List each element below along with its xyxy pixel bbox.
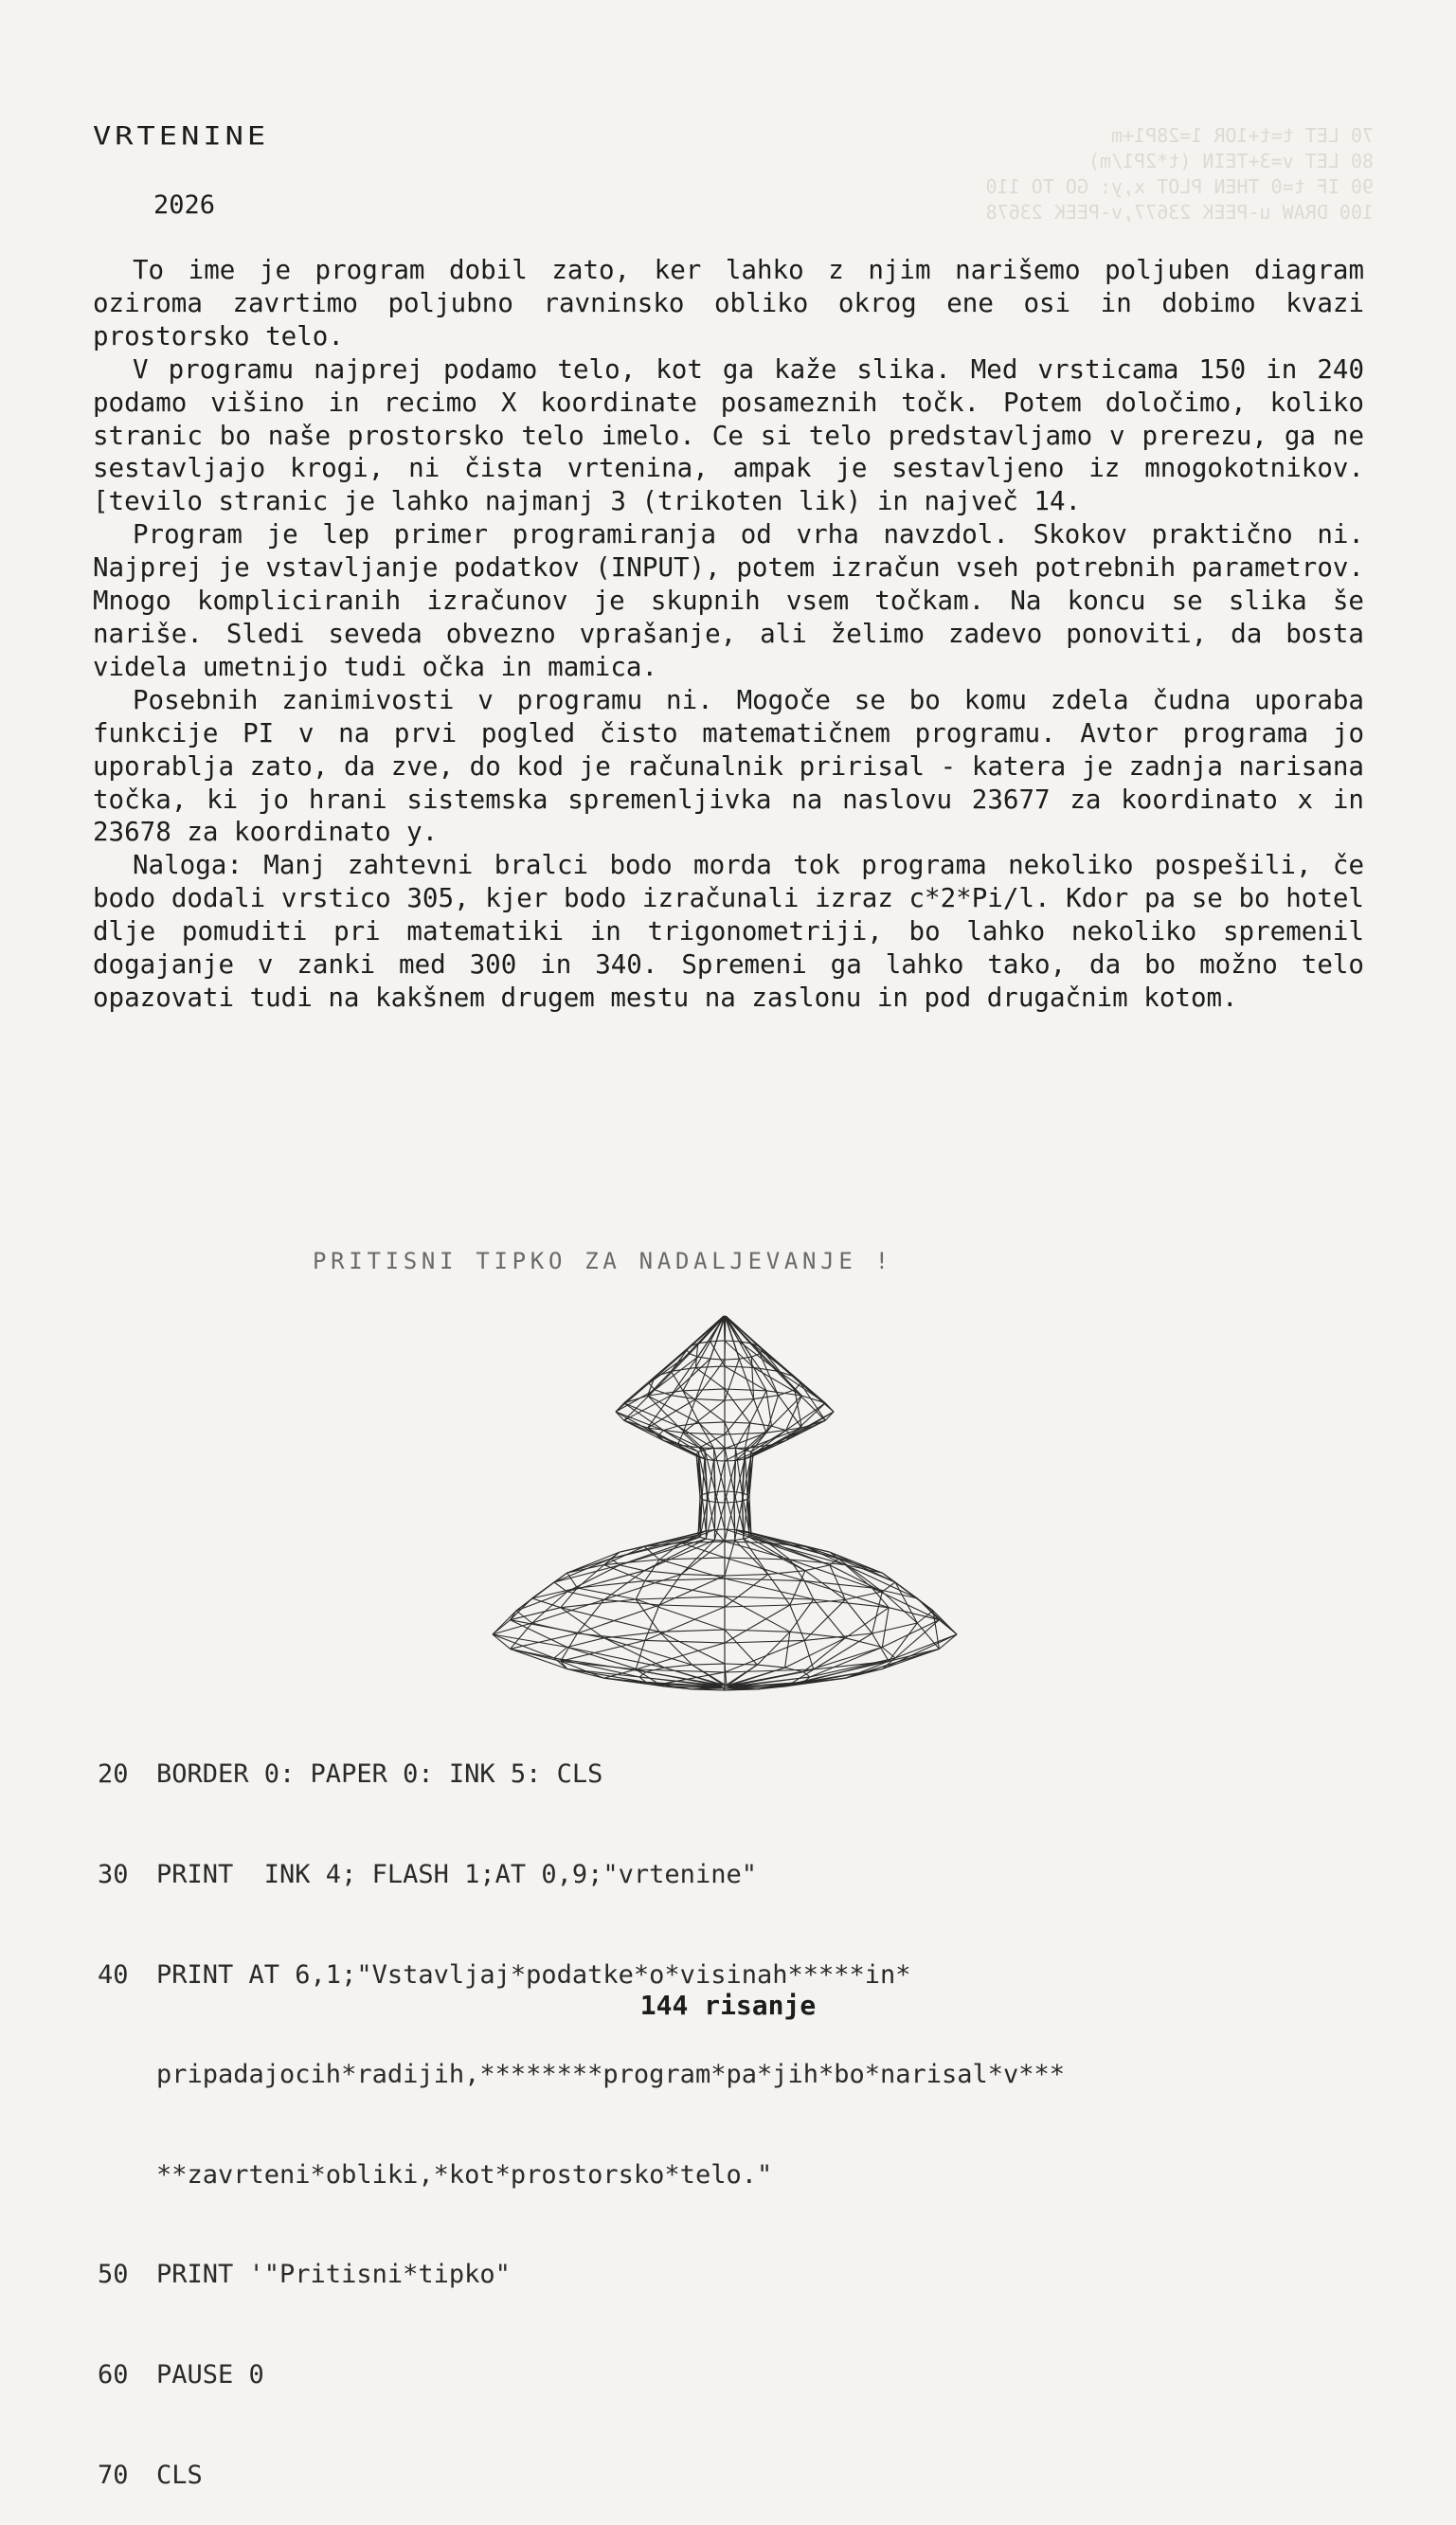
wireframe-edge bbox=[620, 1565, 644, 1571]
paragraph-2: V programu najprej podamo telo, kot ga kaže slika. Med vrsticama 150 in 240 podamo višino in recimo X koordinate posameznih točk. Potem določimo, koliko stranic bo naše prostorsko telo imelo. Ce si telo predstavljamo v prerezu, ga ne sestavljajo krogi, ni čista vrtenina, ampak je sestavljeno iz mnogokotnikov. [tevilo stranic je lahko najmanj 3 (trikoten lik) in največ 14. bbox=[93, 353, 1364, 519]
page-title: VRTENINE bbox=[93, 121, 269, 151]
wireframe-edge bbox=[785, 1638, 846, 1668]
paragraph-4: Posebnih zanimivosti v programu ni. Mogoče se bo komu zdela čudna uporaba funkcije PI v na prvi pogled čisto matematičnem programu. Avtor programa jo uporablja zato, da zve, do kod je računalnik pririsal - katera je zadnja narisana točka, ki jo hrani sistemska spremenljivka na naslovu 23677 za koordinato x in 23678 za koordinato y. bbox=[93, 684, 1364, 850]
wireframe-edge bbox=[882, 1634, 957, 1669]
wireframe-edge bbox=[715, 1491, 725, 1492]
code-text: CLS bbox=[156, 2459, 1367, 2492]
wireframe-edge bbox=[725, 1630, 757, 1665]
wireframe-edge bbox=[671, 1357, 697, 1396]
wireframe-edge bbox=[725, 1389, 766, 1391]
wireframe-edge bbox=[604, 1565, 645, 1581]
wireframe-edge bbox=[725, 1605, 790, 1607]
line-number: 30 bbox=[98, 1858, 156, 1891]
wireframe-edge bbox=[739, 1357, 751, 1359]
code-text: pripadajocih*radijih,********program*pa*jih*bo*narisal*v*** bbox=[156, 2058, 1367, 2091]
wireframe-edge bbox=[604, 1560, 659, 1565]
wireframe-edge bbox=[725, 1491, 734, 1492]
wireframe-edge bbox=[810, 1648, 882, 1678]
wireframe-edge bbox=[725, 1541, 735, 1542]
line-number: 40 bbox=[98, 1958, 156, 1992]
wireframe-edge bbox=[751, 1344, 778, 1371]
wireframe-edge bbox=[714, 1529, 725, 1530]
wireframe-edge bbox=[567, 1552, 620, 1573]
wireframe-edge bbox=[725, 1389, 750, 1423]
wireframe-edge bbox=[725, 1399, 754, 1400]
wireframe-edge bbox=[636, 1581, 645, 1599]
paragraph-1: To ime je program dobil zato, ker lahko z njim narišemo poljuben diagram oziroma zavrtimo poljubno ravninsko obliko okrog ene osi in dobimo kvazi prostorsko telo. bbox=[93, 254, 1364, 353]
wireframe-edge bbox=[604, 1632, 659, 1638]
wireframe-edge bbox=[604, 1638, 665, 1668]
wireframe-edge bbox=[698, 1357, 710, 1359]
line-number bbox=[98, 2058, 156, 2091]
wireframe-edge bbox=[655, 1357, 698, 1390]
wireframe-edge bbox=[725, 1596, 814, 1599]
wireframe-edge bbox=[895, 1582, 917, 1623]
wireframe-edge bbox=[554, 1658, 646, 1672]
wireframe-edge bbox=[648, 1396, 672, 1428]
line-number: 50 bbox=[98, 2258, 156, 2291]
wireframe-edge bbox=[772, 1426, 786, 1431]
wireframe-edge bbox=[725, 1366, 754, 1367]
code-text: **zavrteni*obliki,*kot*prostorsko*telo." bbox=[156, 2158, 1367, 2191]
wireframe-edge bbox=[757, 1665, 784, 1668]
wireframe-edge bbox=[895, 1634, 957, 1658]
wireframe-edge bbox=[725, 1640, 804, 1672]
wireframe-edge bbox=[725, 1422, 736, 1449]
bleed-through-text: 70 LET t=t+1OR 1=28P1+m 80 LET v=3+TEIN (t*2P1/m) 90 IF t=0 THEN PLOT x,y: GO TO 110 100 DRAW u-PEEK 23677,v-PEEK 23678 bbox=[805, 123, 1374, 225]
wireframe-edge bbox=[803, 1658, 895, 1682]
wireframe-edge bbox=[725, 1575, 768, 1576]
wireframe-edge bbox=[734, 1501, 743, 1502]
wireframe-edge bbox=[577, 1581, 644, 1588]
line-number: 20 bbox=[98, 1758, 156, 1791]
wireframe-edge bbox=[725, 1422, 750, 1423]
wireframe-edge bbox=[710, 1359, 725, 1360]
wireframe-edge bbox=[725, 1491, 735, 1530]
wireframe-edge bbox=[706, 1493, 707, 1531]
wireframe-edge bbox=[695, 1359, 710, 1398]
program-number: 2026 bbox=[153, 190, 215, 220]
wireframe-edge bbox=[567, 1669, 639, 1678]
wireframe-edge bbox=[790, 1605, 804, 1640]
wireframe-edge bbox=[695, 1366, 725, 1367]
wireframe-edge bbox=[786, 1431, 791, 1435]
wireframe-edge bbox=[725, 1688, 757, 1689]
wireframe-edge bbox=[567, 1638, 604, 1648]
wireframe-edge bbox=[695, 1399, 725, 1400]
wireframe-edge bbox=[725, 1503, 734, 1504]
wireframe-edge bbox=[882, 1620, 939, 1648]
wireframe-edge bbox=[659, 1560, 725, 1578]
code-line-50 bbox=[98, 2258, 1367, 2291]
wireframe-edge bbox=[845, 1638, 882, 1648]
code-line-40-cont-2 bbox=[98, 2158, 1367, 2191]
wireframe-edge bbox=[939, 1620, 957, 1634]
wireframe-edge bbox=[663, 1426, 677, 1431]
program-listing bbox=[98, 1691, 1367, 2525]
code-line-20 bbox=[98, 1758, 1367, 1791]
wireframe-edge bbox=[715, 1503, 725, 1504]
code-line-30 bbox=[98, 1858, 1367, 1891]
wireframe-edge bbox=[683, 1367, 695, 1390]
wireframe-edge bbox=[699, 1423, 725, 1448]
code-line-40 bbox=[98, 1958, 1367, 1992]
wireframe-edge bbox=[825, 1403, 834, 1412]
wireframe-edge bbox=[511, 1598, 532, 1620]
wireframe-edge bbox=[725, 1596, 790, 1632]
paragraph-3: Program je lep primer programiranja od vrha navzdol. Skokov praktično ni. Najprej je vstavljanje podatkov (INPUT), potem izračun vseh potrebnih parametrov. Mnogo kompliciranih izračunov je skupnih vsem točkam. Na koncu se slika še nariše. Sledi seveda obvezno vprašanje, ali želimo zadevo ponoviti, da bosta videla umetnijo tudi očka in mamica. bbox=[93, 518, 1364, 684]
wireframe-edge bbox=[830, 1552, 895, 1582]
wireframe-edge bbox=[720, 1687, 721, 1688]
wireframe-edge bbox=[882, 1608, 889, 1648]
wireframe-edge bbox=[567, 1565, 620, 1592]
wireframe-edge bbox=[715, 1492, 725, 1530]
wireframe-edge bbox=[725, 1630, 790, 1632]
wireframe-solid-illustration bbox=[478, 1308, 971, 1696]
wireframe-edge bbox=[735, 1539, 744, 1540]
code-line-40-cont-1 bbox=[98, 2058, 1367, 2091]
wireframe-edge bbox=[699, 1422, 725, 1423]
screen-prompt: PRITISNI TIPKO ZA NADALJEVANJE ! bbox=[313, 1248, 1165, 1274]
wireframe-edge bbox=[750, 1423, 772, 1426]
article-body bbox=[93, 254, 1364, 1015]
wireframe-edge bbox=[725, 1578, 804, 1581]
wireframe-edge bbox=[671, 1346, 690, 1371]
wireframe-edge bbox=[845, 1649, 939, 1678]
code-text: PRINT AT 6,1;"Vstavljaj*podatke*o*visinah*****in* bbox=[156, 1958, 1367, 1992]
wireframe-edge bbox=[725, 1605, 790, 1643]
wireframe-edge bbox=[725, 1433, 766, 1434]
code-text: PAUSE 0 bbox=[156, 2358, 1367, 2391]
line-number: 60 bbox=[98, 2358, 156, 2391]
wireframe-edge bbox=[636, 1640, 645, 1669]
wireframe-edge bbox=[493, 1634, 567, 1648]
wireframe-edge bbox=[725, 1341, 739, 1342]
wireframe-edge bbox=[725, 1461, 736, 1462]
wireframe-edge bbox=[710, 1341, 725, 1342]
wireframe-edge bbox=[790, 1632, 845, 1638]
wireframe-edge bbox=[645, 1560, 659, 1581]
wireframe-edge bbox=[790, 1571, 805, 1605]
paragraph-5: Naloga: Manj zahtevni bralci bodo morda tok programa nekoliko pospešili, če bodo dodali vrstico 305, kjer bodo izračunali izraz c*2*Pi/l. Kdor pa se bo hotel dlje pomuditi pri matematiki in trigonometriji, bo lahko nekoliko spremenil dogajanje v zanki med 300 in 340. Spremeni ga lahko tako, da bo možno telo opazovati tudi na kakšnem drugem mestu na zaslonu in pod drugačnim kotom. bbox=[93, 849, 1364, 1015]
wireframe-edge bbox=[554, 1559, 611, 1582]
wireframe-edge bbox=[658, 1431, 663, 1435]
wireframe-edge bbox=[845, 1608, 889, 1638]
wireframe-edge bbox=[664, 1665, 692, 1668]
code-line-70 bbox=[98, 2459, 1367, 2492]
line-number bbox=[98, 2158, 156, 2191]
wireframe-edge bbox=[706, 1539, 714, 1540]
code-text: PRINT INK 4; FLASH 1;AT 0,9;"vrtenine" bbox=[156, 1858, 1367, 1891]
wireframe-edge bbox=[493, 1634, 554, 1658]
wireframe-edge bbox=[728, 1687, 729, 1688]
wireframe-edge bbox=[636, 1596, 725, 1599]
wireframe-edge bbox=[645, 1640, 725, 1643]
wireframe-edge bbox=[714, 1461, 726, 1462]
wireframe-edge bbox=[785, 1632, 790, 1668]
wireframe-edge bbox=[725, 1359, 739, 1360]
wireframe-edge bbox=[744, 1537, 749, 1539]
wireframe-edge bbox=[725, 1664, 757, 1665]
wireframe-edge bbox=[692, 1664, 725, 1665]
wireframe-edge bbox=[725, 1359, 739, 1400]
page-footer: 144 risanje bbox=[0, 1990, 1456, 2021]
wireframe-edge bbox=[695, 1360, 725, 1399]
code-line-60 bbox=[98, 2358, 1367, 2391]
wireframe-edge bbox=[734, 1492, 743, 1493]
wireframe-edge bbox=[511, 1620, 567, 1648]
wireframe-edge bbox=[754, 1396, 779, 1399]
code-text: BORDER 0: PAPER 0: INK 5: CLS bbox=[156, 1758, 1367, 1791]
wireframe-edge bbox=[714, 1448, 726, 1449]
wireframe-edge bbox=[636, 1643, 725, 1669]
wireframe-edge bbox=[683, 1389, 725, 1391]
code-text: PRINT '"Pritisni*tipko" bbox=[156, 2258, 1367, 2291]
wireframe-edge bbox=[659, 1605, 725, 1607]
wireframe-edge bbox=[681, 1575, 725, 1576]
line-number: 70 bbox=[98, 2459, 156, 2492]
wireframe-edge bbox=[532, 1599, 604, 1623]
wireframe-edge bbox=[725, 1448, 736, 1449]
wireframe-edge bbox=[678, 1423, 700, 1426]
